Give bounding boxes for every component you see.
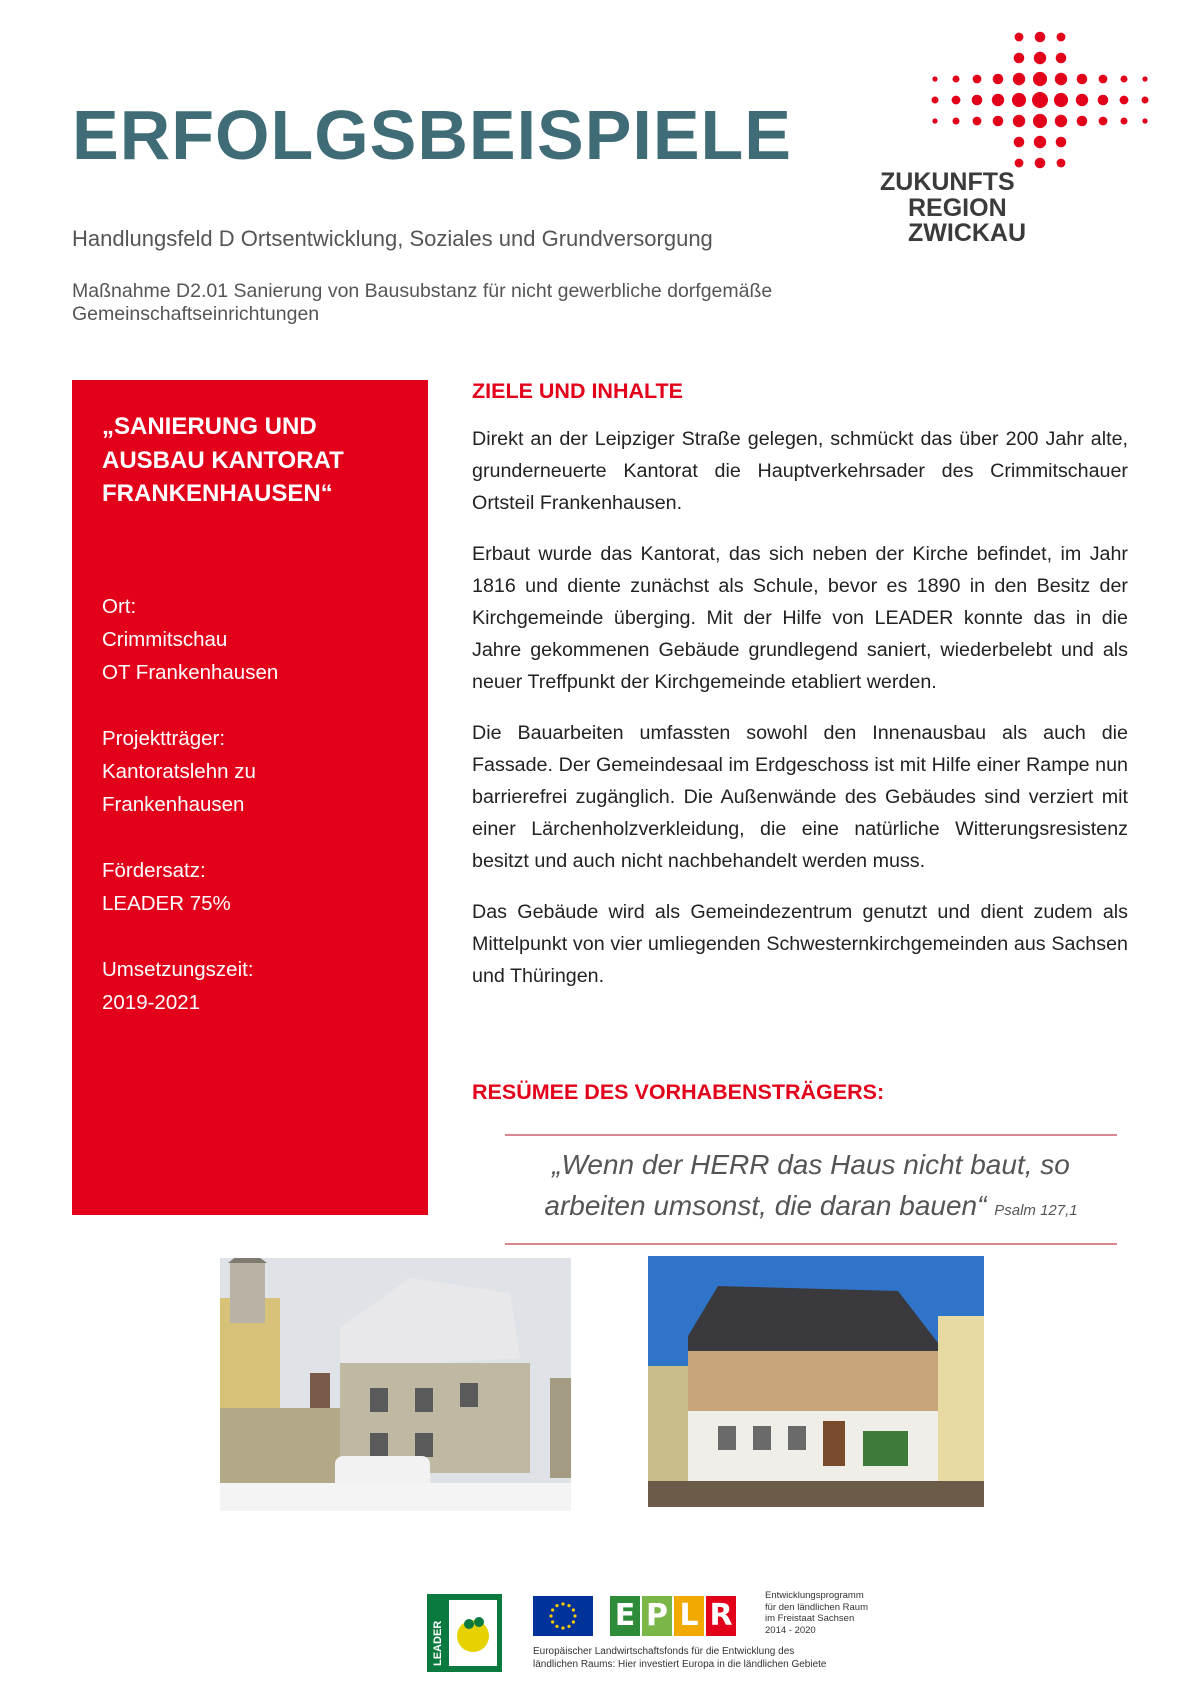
logo-dot (992, 94, 1004, 106)
eplr-desc-line: 2014 - 2020 (765, 1624, 816, 1636)
paragraph: Direkt an der Leipziger Straße gelegen, schmückt das über 200 Jahr alte, grunderneuerte Kantorat die Hauptverkehrsader des Crimmitschauer Ortsteil Frankenhausen. (472, 428, 1128, 514)
eu-star (561, 1602, 564, 1605)
eu-star (551, 1620, 554, 1623)
logo-dot (932, 118, 937, 123)
eplr-letter: L (674, 1596, 704, 1636)
quote-source: Psalm 127,1 (994, 1202, 1078, 1219)
logo-dot (953, 118, 960, 125)
logo-line-2: REGION (908, 193, 1007, 222)
quote-line-1: „Wenn der HERR das Haus nicht baut, so (552, 1149, 1070, 1180)
eu-fund-text (533, 1645, 827, 1671)
eu-star (573, 1614, 576, 1617)
location-label: Ort: (102, 595, 137, 618)
logo-dot (1035, 158, 1046, 169)
heading-resume: RESÜMEE DES VORHABENSTRÄGERS: (472, 1080, 885, 1104)
logo-dot (1077, 116, 1088, 127)
logo-dot (1033, 114, 1047, 128)
logo-dot (1076, 94, 1088, 106)
eu-star (551, 1608, 554, 1611)
funding-label: Fördersatz: (102, 859, 206, 882)
logo-dot (1035, 32, 1046, 43)
quote-line-2-text: arbeiten umsonst, die daran bauen“ (544, 1190, 987, 1221)
eu-star (567, 1625, 570, 1628)
logo-dot (1015, 159, 1024, 168)
location-line-2: OT Frankenhausen (102, 661, 279, 684)
funding-value: LEADER 75% (102, 892, 231, 915)
logo-dot (1142, 97, 1149, 104)
photo-before-renovation (220, 1258, 571, 1511)
quote (505, 1136, 1117, 1243)
logo-dot (1014, 53, 1025, 64)
logo-dot (1057, 159, 1066, 168)
logo-dot (1121, 76, 1128, 83)
eu-star (561, 1626, 564, 1629)
eplr-letter: R (706, 1596, 736, 1636)
logo-dot (1032, 92, 1048, 108)
logo-dot (993, 74, 1004, 85)
logo-dot (953, 76, 960, 83)
logo-dot (1014, 137, 1025, 148)
eu-star (567, 1604, 570, 1607)
paragraph: Die Bauarbeiten umfassten sowohl den Innenausbau als auch die Fassade. Der Gemeindesaal im Erdgeschoss ist mit Hilfe einer Rampe nun barrierefrei zugänglich. Die Außenwände des Gebäudes sind verziert mit einer Lärchenholzverkleidung, die eine natürliche Witterungsresistenz besitzt und auch nicht nachbehandelt werden muss. (472, 722, 1128, 872)
paragraph: Erbaut wurde das Kantorat, das sich neben der Kirche befindet, im Jahr 1816 und diente zunächst als Schule, bevor es 1890 in den Besitz der Kirchgemeinde überging. Mit der Hilfe von LEADER konnte das in die Jahre gekommenen Gebäude grundlegend saniert, wiederbelebt und als neuer Treffpunkt der Kirchgemeinde etabliert werden. (472, 543, 1128, 693)
eplr-logo (610, 1596, 738, 1636)
logo-dot (932, 97, 939, 104)
eplr-letter: E (610, 1596, 640, 1636)
sponsor-group (102, 722, 412, 821)
eplr-desc-line: Entwicklungsprogramm (765, 1590, 864, 1601)
funding-group (102, 854, 412, 920)
logo-dot (1142, 76, 1147, 81)
quote-box (505, 1134, 1117, 1245)
project-info-box (72, 380, 428, 1215)
logo-dot (973, 75, 982, 84)
logo-dot (1120, 96, 1129, 105)
sponsor-line-2: Frankenhausen (102, 793, 245, 816)
logo-dot (1099, 117, 1108, 126)
eu-star (549, 1614, 552, 1617)
heading-goals: ZIELE UND INHALTE (472, 379, 684, 403)
logo-dot (1012, 93, 1026, 107)
logo-dot (972, 95, 983, 106)
period-value: 2019-2021 (102, 991, 201, 1014)
page-title: ERFOLGSBEISPIELE (72, 96, 792, 174)
project-facts (102, 590, 412, 1052)
logo-dot (1013, 73, 1025, 85)
eu-fund-line-1: Europäischer Landwirtschaftsfonds für die Entwicklung des (533, 1646, 795, 1657)
paragraph: Das Gebäude wird als Gemeindezentrum genutzt und dient zudem als Mittelpunkt von vier umliegenden Schwesternkirchgemeinden aus Sachsen und Thüringen. (472, 901, 1128, 987)
logo-dot (993, 116, 1004, 127)
logo-dot (973, 117, 982, 126)
logo-dot (1077, 74, 1088, 85)
logo-dot (1142, 118, 1147, 123)
body-text (472, 423, 1128, 1011)
leader-logo (427, 1594, 502, 1672)
location-line-1: Crimmitschau (102, 628, 228, 651)
logo-dot (1098, 95, 1109, 106)
eplr-letter: P (642, 1596, 672, 1636)
eu-flag-icon (533, 1596, 593, 1636)
photo-after-renovation (648, 1256, 984, 1507)
logo-line-3: ZWICKAU (908, 219, 1027, 247)
logo-dot (1033, 72, 1047, 86)
sponsor-line-1: Kantoratslehn zu (102, 760, 256, 783)
period-label: Umsetzungszeit: (102, 958, 254, 981)
logo-dot (1055, 115, 1067, 127)
eu-star (572, 1620, 575, 1623)
eu-star (555, 1604, 558, 1607)
logo-dot (1055, 73, 1067, 85)
logo-dot (1013, 115, 1025, 127)
location-group (102, 590, 412, 689)
logo-dot (1034, 136, 1046, 148)
sponsor-label: Projektträger: (102, 727, 226, 750)
zukunftsregion-logo-text (880, 170, 1026, 247)
eu-fund-line-2: ländlichen Raums: Hier investiert Europa in die ländlichen Gebiete (533, 1659, 827, 1670)
leader-logo-text: LEADER (432, 1620, 444, 1666)
period-group (102, 953, 412, 1019)
logo-dot (952, 96, 961, 105)
logo-dot (1015, 33, 1024, 42)
eplr-description (765, 1590, 868, 1636)
eu-star (555, 1625, 558, 1628)
action-field-subtitle: Handlungsfeld D Ortsentwicklung, Soziales und Grundversorgung (72, 226, 713, 251)
logo-dot (1057, 33, 1066, 42)
quote-rule-bottom (505, 1243, 1117, 1245)
eu-star (572, 1608, 575, 1611)
eplr-desc-line: für den ländlichen Raum (765, 1601, 868, 1613)
logo-dot (1054, 93, 1068, 107)
logo-dot (1056, 137, 1067, 148)
measure-subtitle: Maßnahme D2.01 Sanierung von Bausubstanz für nicht gewerbliche dorfgemäße Gemeinschaftseinrichtungen (72, 280, 773, 326)
logo-dot (1034, 52, 1046, 64)
logo-dot (1121, 118, 1128, 125)
logo-dot (932, 76, 937, 81)
quote-line-2 (505, 1185, 1117, 1231)
eplr-desc-line: im Freistaat Sachsen (765, 1613, 855, 1624)
project-title: „SANIERUNG UND AUSBAU KANTORAT FRANKENHAUSEN“ (102, 413, 344, 508)
logo-line-1: ZUKUNFTS (880, 168, 1015, 196)
logo-dot (1056, 53, 1067, 64)
logo-dot (1099, 75, 1108, 84)
